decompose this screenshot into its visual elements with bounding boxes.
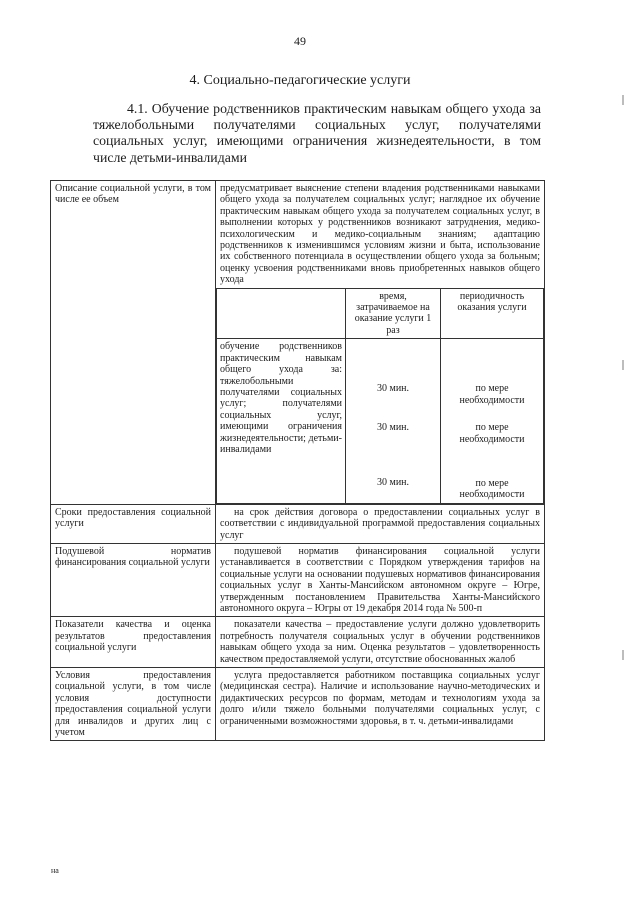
row-value: показатели качества – предоставление услуги должно удовлетворить потребность получателя социальных услуг в обучении родственников навыкам общего ухода за ним. Оценка результатов – удовлетворенность качеством предоставляемой услуги, отсутствие обоснованных жалоб <box>216 617 545 668</box>
period-value: по мере необходимости <box>459 422 525 445</box>
table-row-quality <box>51 617 545 668</box>
time-value: 30 мин. <box>376 383 410 395</box>
scan-margin-mark <box>622 360 624 370</box>
subtable-times <box>346 339 441 503</box>
service-intro-paragraph: 4.1. Обучение родственников практическим навыкам общего ухода за тяжелобольными получателями социальных услуг, получателями социальных услуг, имеющими ограничения жизнедеятельности, в том числе детьми-инвалидами <box>93 101 541 165</box>
subtable-header-row <box>217 288 544 339</box>
time-value: 30 мин. <box>376 477 410 489</box>
row-label: Описание социальной услуги, в том числе ее объем <box>51 181 216 505</box>
scan-margin-mark <box>622 95 624 105</box>
subtable-body-row <box>217 339 544 503</box>
subtable-services-list: обучение родственников практическим навыкам общего ухода за: тяжелобольными получателями социальных услуг; получателями социальных услуг, имеющими ограничения жизнедеятельности; детьми-инвалидами <box>217 339 346 503</box>
service-standard-table <box>50 180 545 741</box>
row-label: Показатели качества и оценка результатов предоставления социальной услуги <box>51 617 216 668</box>
table-row-terms <box>51 504 545 543</box>
subtable-header-period: периодичность оказания услуги <box>441 288 544 339</box>
subtable-blank-header <box>217 288 346 339</box>
table-row-financing <box>51 543 545 616</box>
table-row-conditions <box>51 668 545 741</box>
service-time-subtable <box>216 288 544 504</box>
period-value: по мере необходимости <box>459 383 525 406</box>
table-row-description <box>51 181 545 505</box>
time-value: 30 мин. <box>376 421 410 433</box>
subtable-header-time: время, затрачиваемое на оказание услуги 1 раз <box>346 288 441 339</box>
period-value: по мере необходимости <box>459 477 525 501</box>
description-text: предусматривает выяснение степени владения родственниками навыками общего ухода за получателем социальных услуг; наглядное их обучение практическим навыкам общего ухода за получателем социальных услуг, в выполнении которых у родственников возникают затруднения, медико-психологическим и медико-социальным знаниям; адаптацию родственников к изменившимся условиям жизни и быта, использование их собственного потенциала в осуществлении общего ухода за больным; оценку усвоения родственниками вновь приобретенных навыков общего ухода <box>220 183 540 286</box>
row-label: Сроки предоставления социальной услуги <box>51 504 216 543</box>
subtable-periods <box>441 339 544 503</box>
row-value: подушевой норматив финансирования социальной услуги устанавливается в соответствии с Порядком утверждения тарифов на социальные услуги на основании подушевых нормативов финансирования социальных услуг в Ханты-Мансийском автономном округе – Югре, утвержденным постановлением Правительства Ханты-Мансийского автономного округа – Югры от 19 декабря 2014 года № 500-п <box>216 543 545 616</box>
row-value: на срок действия договора о предоставлении социальных услуг в соответствии с индивидуальной программой предоставления социальных услуг <box>216 504 545 543</box>
row-value: услуга предоставляется работником поставщика социальных услуг (медицинская сестра). Наличие и использование научно-методических и дидактических ресурсов по формам, методам и технологиям ухода за долго и/или тяжело больными получателями социальных услуг, с ограниченными возможностями здоровья, в т. ч. детьми-инвалидами <box>216 668 545 741</box>
page-number: 49 <box>294 34 306 48</box>
row-label: Условия предоставления социальной услуги, в том числе условия доступности предоставления социальной услуги для инвалидов и других лиц с учетом <box>51 668 216 741</box>
section-heading: 4. Социально-педагогические услуги <box>189 73 411 88</box>
page-footnote: на <box>51 866 59 875</box>
row-label: Подушевой норматив финансирования социальной услуги <box>51 543 216 616</box>
row-value <box>216 181 545 505</box>
scan-margin-mark <box>622 650 624 660</box>
